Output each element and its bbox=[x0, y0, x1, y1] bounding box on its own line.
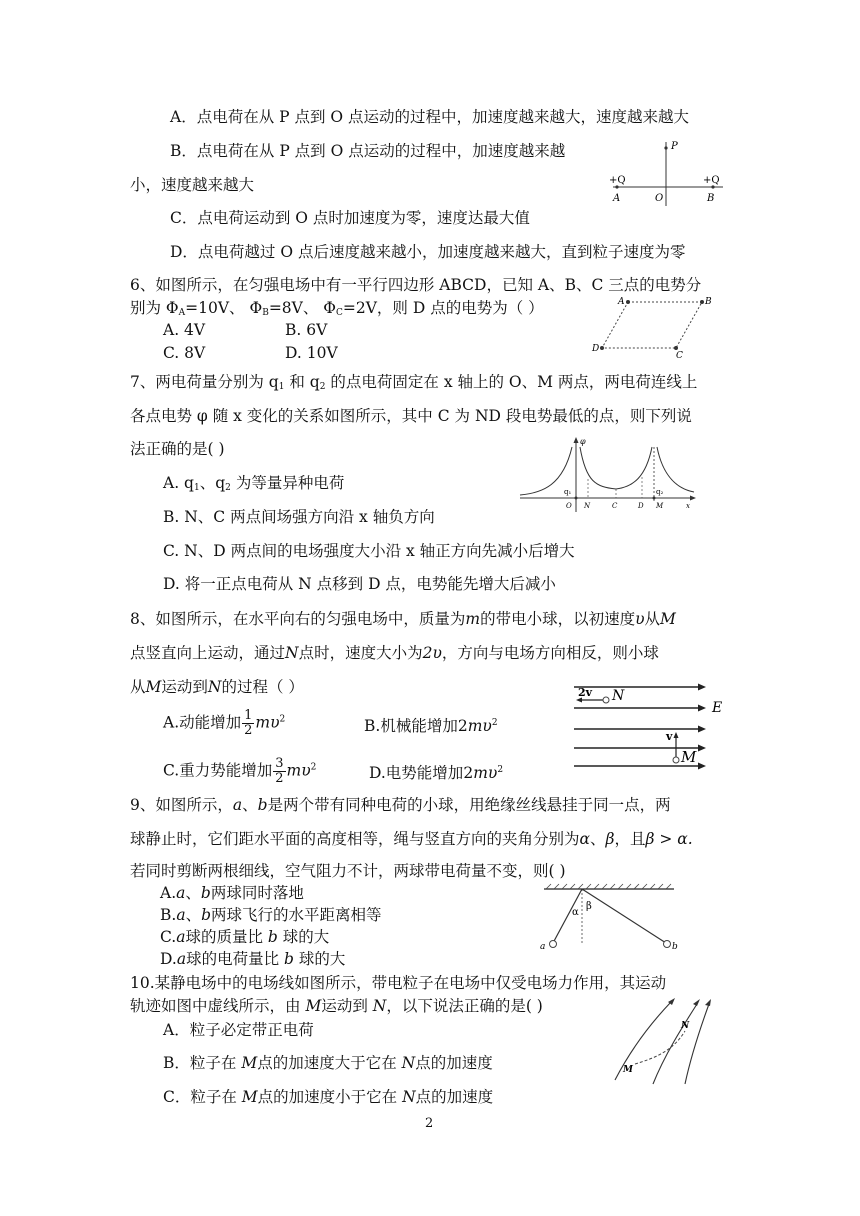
q7-fig-label-c: C bbox=[612, 502, 618, 510]
q6-fig-label-d: D bbox=[592, 344, 600, 354]
q5-option-b-line2: 小，速度越来越大 bbox=[130, 176, 255, 194]
q7-option-b: B. N、C 两点间场强方向沿 x 轴负方向 bbox=[163, 508, 435, 526]
q6-stem-line1: 6、如图所示，在匀强电场中有一平行四边形 ABCD，已知 A、B、C 三点的电势分 bbox=[130, 276, 702, 294]
q7-fig-label-q1: q₁ bbox=[564, 488, 572, 496]
q5-fig-label-qb: +Q bbox=[703, 175, 720, 186]
q9-option-d: D.a球的电荷量比 b 球的大 bbox=[160, 950, 346, 968]
q7-stem-line1: 7、两电荷量分别为 $q_1$ 和 $q_2$ 的点电荷固定在 x 轴上的 O、M 两点，两电荷连线上 bbox=[130, 373, 698, 392]
q5-fig-label-qa: +Q bbox=[609, 175, 626, 186]
q10-option-a: A．粒子必定带正电荷 bbox=[163, 1021, 314, 1039]
q5-fig-label-o: O bbox=[655, 193, 664, 204]
q6-option-a: A. 4V bbox=[163, 321, 206, 339]
q5-fig-label-p: P bbox=[671, 141, 678, 152]
q10-option-b: B．粒子在 M点的加速度大于它在 N点的加速度 bbox=[163, 1054, 493, 1072]
q5-fig-label-b: B bbox=[707, 193, 715, 204]
q6-option-c: C. 8V bbox=[163, 344, 206, 362]
q9-stem-line2: 球静止时，它们距水平面的高度相等，绳与竖直方向的夹角分别为α、β，且β > α. bbox=[130, 830, 693, 848]
q9-fig-label-b: b bbox=[672, 942, 678, 952]
q8-option-c: C.重力势能增加 $\frac{3}{2}$ $m\upsilon^2$ bbox=[163, 756, 317, 786]
q7-potential-graph bbox=[518, 437, 698, 515]
page-number: 2 bbox=[425, 1116, 434, 1131]
q6-fig-label-c: C bbox=[676, 351, 683, 360]
q5-fig-label-a: A bbox=[613, 193, 621, 204]
q6-option-d: D. 10V bbox=[285, 344, 338, 362]
q5-figure bbox=[605, 138, 730, 208]
q5-option-d: D．点电荷越过 O 点后速度越来越小，加速度越来越大，直到粒子速度为零 bbox=[170, 243, 686, 261]
q7-fig-label-n: N bbox=[584, 502, 591, 510]
q8-option-b: B.机械能增加$2m\upsilon^2$ bbox=[364, 717, 498, 735]
q10-stem-line2: 轨迹如图中虚线所示，由 M运动到 N，以下说法正确的是( ) bbox=[130, 997, 543, 1015]
q10-field-lines-figure bbox=[605, 996, 715, 1086]
q7-option-a: A. $q_1$、$q_2$ 为等量异种电荷 bbox=[163, 474, 345, 493]
q6-fig-label-b: B bbox=[705, 297, 712, 307]
q9-fig-label-alpha: α bbox=[572, 907, 579, 918]
q10-stem-line1: 10.某静电场中的电场线如图所示，带电粒子在电场中仅受电场力作用，其运动 bbox=[130, 974, 667, 992]
q7-fig-label-q2: q₂ bbox=[656, 488, 664, 496]
q9-option-b: B.a、b两球飞行的水平距离相等 bbox=[160, 906, 382, 924]
q7-fig-label-o: O bbox=[566, 502, 572, 510]
q8-stem-line2: 点竖直向上运动，通过N点时，速度大小为2υ，方向与电场方向相反，则小球 bbox=[130, 644, 659, 662]
q10-option-c: C．粒子在 M点的加速度小于它在 N点的加速度 bbox=[163, 1088, 494, 1106]
q7-fig-label-m: M bbox=[656, 502, 664, 510]
q10-fig-label-m: M bbox=[623, 1065, 633, 1075]
q8-fig-label-v: v bbox=[666, 730, 673, 743]
q5-option-c: C．点电荷运动到 O 点时加速度为零，速度达最大值 bbox=[170, 209, 530, 227]
q9-option-a: A.a、b两球同时落地 bbox=[160, 884, 304, 902]
q6-stem-line2: 别为 $\Phi_A=10V$、 $\Phi_B=8V$、 $\Phi_C=2V$，则 D 点的电势为（ ） bbox=[130, 299, 544, 318]
q9-fig-label-a: a bbox=[540, 942, 546, 952]
q8-option-a: A.动能增加 $\frac{1}{2}$ $m\upsilon^2$ bbox=[163, 708, 286, 738]
q9-hanging-balls-figure bbox=[538, 883, 688, 953]
q8-field-figure bbox=[570, 680, 730, 775]
q5-option-a: A．点电荷在从 P 点到 O 点运动的过程中，加速度越来越大，速度越来越大 bbox=[170, 108, 690, 126]
q8-fig-label-e: E bbox=[712, 700, 723, 716]
q5-option-b-line1: B．点电荷在从 P 点到 O 点运动的过程中，加速度越来越 bbox=[170, 142, 566, 160]
q7-stem-line3: 法正确的是( ) bbox=[130, 440, 225, 458]
q6-option-b: B. 6V bbox=[285, 321, 328, 339]
q7-option-c: C. N、D 两点间的电场强度大小沿 x 轴正方向先减小后增大 bbox=[163, 542, 575, 560]
q9-stem-line3: 若同时剪断两根细线，空气阻力不计，两球带电荷量不变，则( ) bbox=[130, 862, 566, 880]
q9-stem-line1: 9、如图所示，a、b是两个带有同种电荷的小球，用绝缘丝线悬挂于同一点，两 bbox=[130, 796, 671, 814]
q9-option-c: C.a球的质量比 b 球的大 bbox=[160, 928, 330, 946]
q10-fig-label-n: N bbox=[681, 1021, 690, 1031]
q8-stem-line1: 8、如图所示，在水平向右的匀强电场中，质量为m的带电小球，以初速度υ从M bbox=[130, 610, 676, 628]
q6-fig-label-a: A bbox=[618, 297, 625, 307]
q8-fig-label-2v: 2v bbox=[578, 686, 593, 699]
fraction: $\frac{1}{2}$ bbox=[244, 708, 253, 738]
fraction: $\frac{3}{2}$ bbox=[275, 756, 284, 786]
q7-fig-label-x: x bbox=[686, 502, 690, 510]
q8-option-d: D.电势能增加$2m\upsilon^2$ bbox=[369, 764, 504, 782]
q6-parallelogram-figure bbox=[590, 294, 720, 360]
q8-stem-line3: 从M运动到N的过程（ ） bbox=[130, 678, 304, 696]
q7-fig-label-phi: φ bbox=[580, 437, 586, 446]
q7-option-d: D. 将一正点电荷从 N 点移到 D 点，电势能先增大后减小 bbox=[163, 575, 556, 593]
q8-fig-label-n: N bbox=[612, 688, 625, 704]
q9-fig-label-beta: β bbox=[586, 901, 592, 912]
q7-stem-line2: 各点电势 φ 随 x 变化的关系如图所示，其中 C 为 ND 段电势最低的点，则下列说 bbox=[130, 407, 692, 425]
q8-fig-label-m: M bbox=[681, 748, 697, 766]
q7-fig-label-d: D bbox=[638, 502, 644, 510]
